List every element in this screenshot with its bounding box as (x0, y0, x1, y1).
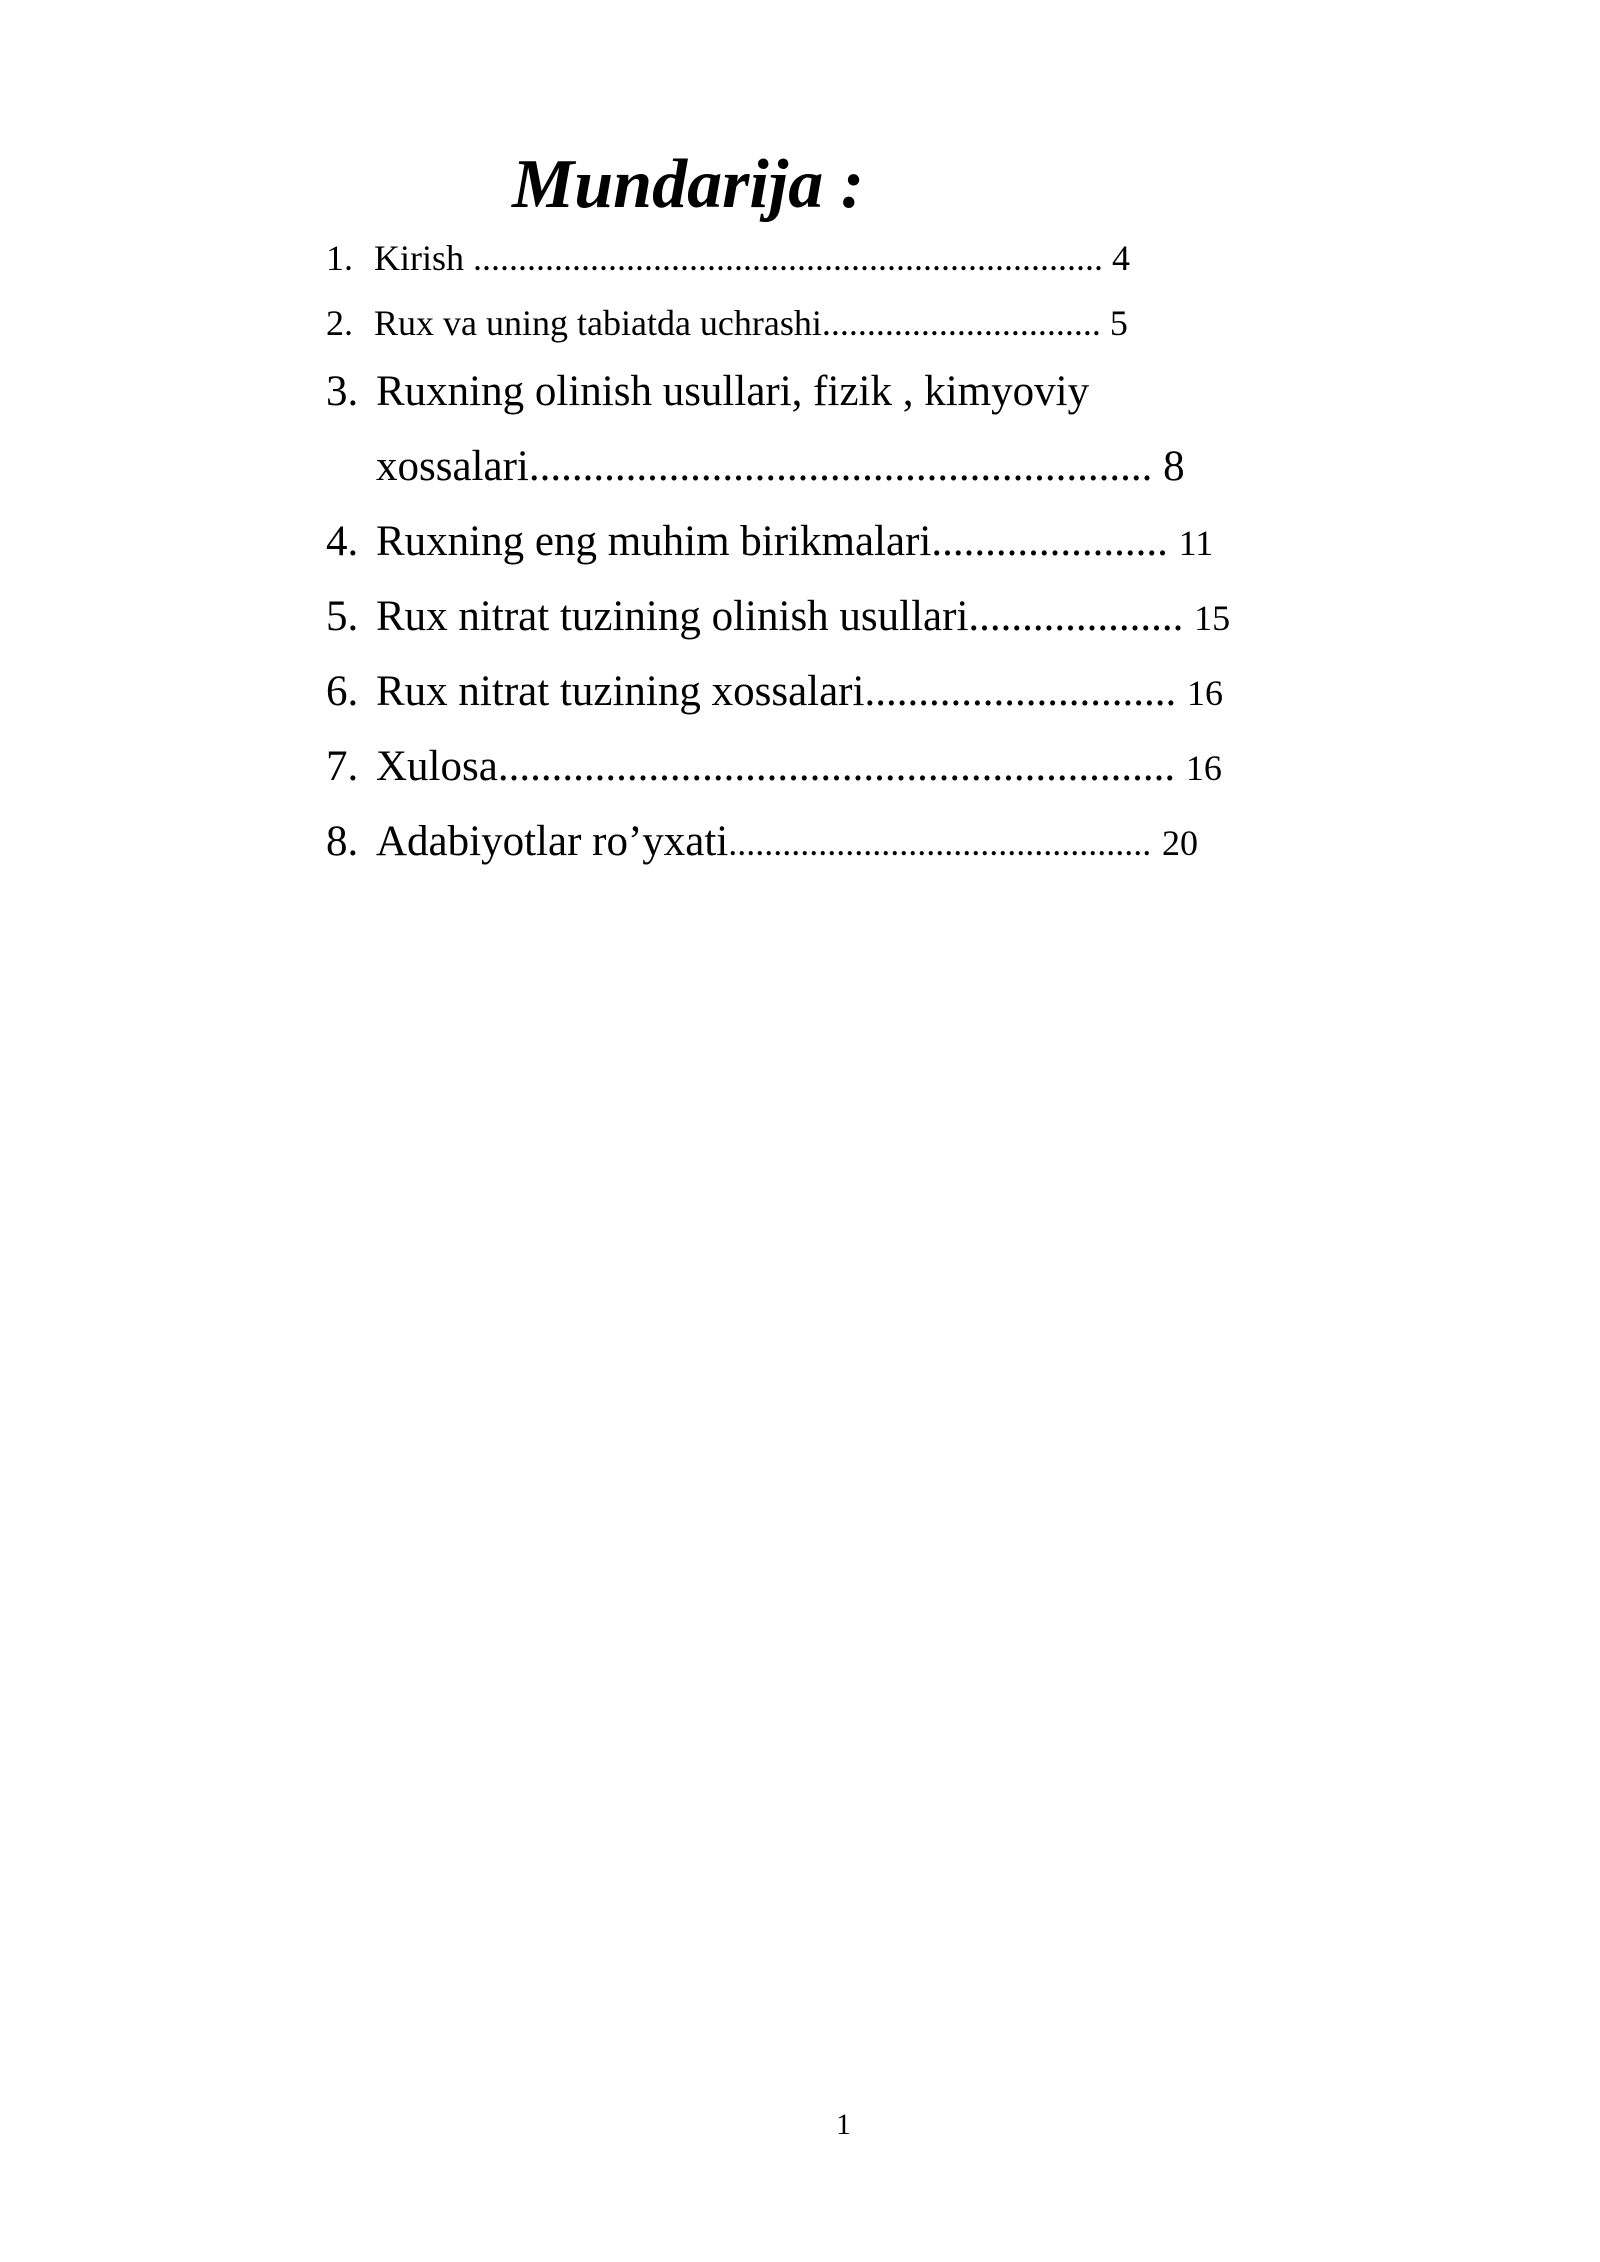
toc-item-page: 4 (1112, 238, 1130, 278)
toc-item-leader: ............................... (821, 303, 1101, 343)
toc-item-title-line2: xossalari (376, 443, 529, 490)
toc-item-page: 16 (1186, 673, 1223, 713)
toc-item-title: Rux nitrat tuzining olinish usullari (376, 593, 969, 640)
toc-item-page: 16 (1185, 748, 1222, 788)
toc-item-page: 15 (1194, 598, 1231, 638)
toc-item-page: 20 (1162, 823, 1199, 863)
toc-item-title: Kirish (374, 238, 473, 278)
toc-item-title: Ruxning olinish usullari, fizik , kimyoviy (376, 368, 1090, 415)
toc-item-number: 8. (326, 818, 359, 865)
toc-item-leader: .......................................................... (528, 443, 1153, 490)
toc-item-leader: ............................................................... (497, 743, 1176, 790)
toc-item-number: 1. (326, 238, 353, 278)
toc-item-number: 5. (326, 593, 359, 640)
toc-item-title: Rux va uning tabiatda uchrashi (374, 303, 822, 343)
toc-item-continuation (376, 445, 1185, 488)
toc-item-number: 7. (326, 743, 359, 790)
toc-item-title: Xulosa (376, 743, 498, 790)
toc-item-title: Ruxning eng muhim birikmalari (376, 518, 932, 565)
toc-item-title: Rux nitrat tuzining xossalari (376, 668, 865, 715)
toc-item-leader: ............................. (864, 668, 1177, 715)
toc-item-leader: ............................................... (728, 823, 1152, 863)
page-number: 1 (836, 2108, 851, 2141)
toc-item-page: 8 (1163, 443, 1185, 490)
page-title: Mundarija : (512, 146, 865, 223)
toc-item-page: 11 (1178, 523, 1214, 563)
toc-item-leader: ...................... (931, 518, 1168, 565)
toc-item-leader: .................... (968, 593, 1184, 640)
toc-item-number: 3. (326, 368, 359, 415)
toc-item-number: 6. (326, 668, 359, 715)
toc-item-title: Adabiyotlar ro’yxati (376, 818, 729, 865)
toc-item-number: 2. (326, 303, 353, 343)
toc-item-page: 5 (1109, 303, 1128, 343)
toc-item-leader: ...................................................................... (473, 238, 1103, 278)
toc-item-number: 4. (326, 518, 359, 565)
